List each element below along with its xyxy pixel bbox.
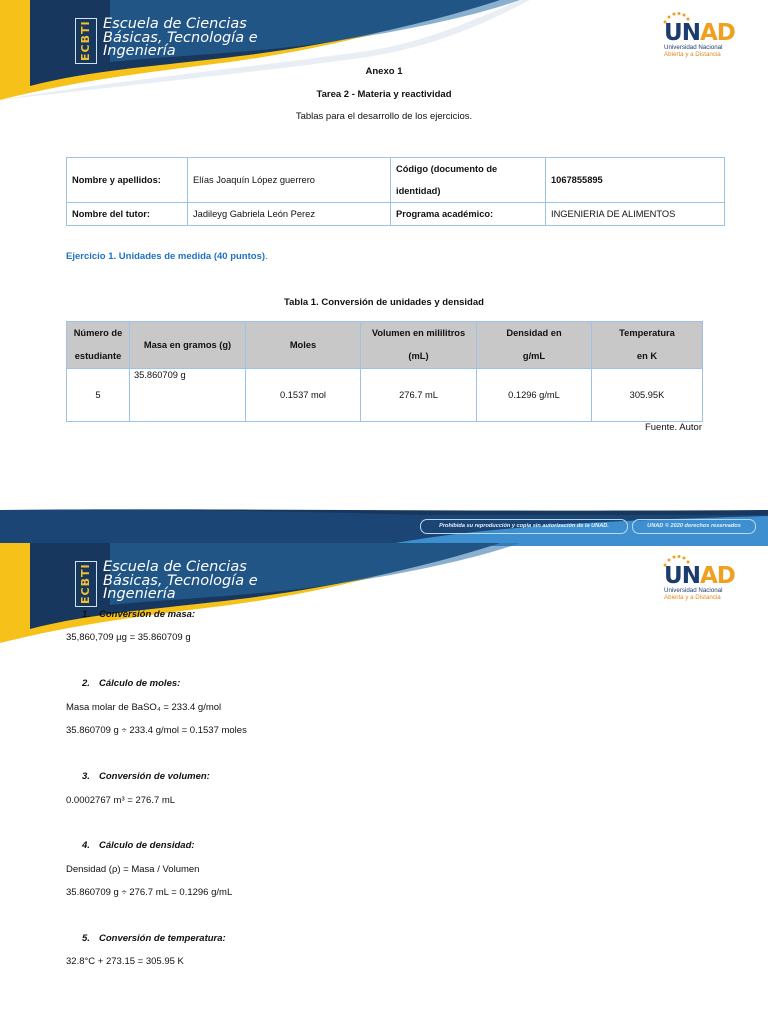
footer-rights: UNAD © 2020 derechos reservados [632,519,756,534]
header-temperature: Temperatura en K [592,322,703,369]
cell-mass: 35.860709 g [130,369,246,422]
name-value: Elías Joaquín López guerrero [188,158,391,203]
code-label-line-2: identidad) [396,186,441,196]
school-logo [75,18,285,64]
step-3-line-1: 0.0002767 m³ = 276.7 mL [66,795,176,806]
table-header-row [67,322,703,369]
school-logo-page-2 [75,561,285,607]
header-density: Densidad en g/mL [477,322,592,369]
unad-logo [664,14,750,60]
school-name-line-3: Ingeniería [103,586,176,602]
table-row [67,158,725,203]
step-1-line-1: 35,860,709 µg = 35.860709 g [66,632,191,643]
header-moles: Moles [246,322,361,369]
table-row [67,203,725,226]
table-source: Fuente. Autor [644,422,702,433]
logo-subtitle-1: Universidad Nacional [664,44,723,51]
step-4-line-1: Densidad (ρ) = Masa / Volumen [66,864,200,875]
step-4-line-2: 35.860709 g ÷ 276.7 mL = 0.1296 g/mL [66,887,233,898]
name-label: Nombre y apellidos: [67,158,188,203]
program-label: Programa académico: [391,203,546,226]
header-volume: Volumen en mililitros (mL) [361,322,477,369]
step-2-line-1: Masa molar de BaSO₄ = 233.4 g/mol [66,702,222,713]
code-value: 1067855895 [546,158,725,203]
school-name-line-2: Básicas, Tecnología e [103,572,258,589]
tutor-value: Jadileyg Gabriela León Perez [188,203,391,226]
school-name-page-2 [103,561,258,602]
ecbti-tag-page-2: ECBTI [75,561,97,607]
code-label [391,158,546,203]
step-2-line-2: 35.860709 g ÷ 233.4 g/mol = 0.1537 moles [66,725,247,736]
code-label-line-1: Código (documento de [396,164,498,174]
step-5-title: 5. Conversión de temperatura: [82,933,226,944]
conversion-table [66,321,703,422]
cell-student: 5 [67,369,130,422]
tutor-label: Nombre del tutor: [67,203,188,226]
task-title: Tarea 2 - Materia y reactividad [316,89,452,100]
school-name-line-1: Escuela de Ciencias [103,559,247,575]
annex-title: Anexo 1 [365,66,403,77]
table-row [67,369,703,422]
step-5-line-1: 32.8°C + 273.15 = 305.95 K [66,956,184,967]
school-name-line-3: Ingeniería [103,43,176,59]
header-mass: Masa en gramos (g) [130,322,246,369]
logo-subtitle-2: Abierta y a Distancia [664,594,721,601]
step-1-title: 1. Conversión de masa: [82,609,196,620]
school-name-line-2: Básicas, Tecnología e [103,29,258,46]
logo-subtitle-1: Universidad Nacional [664,587,723,594]
ecbti-tag: ECBTI [75,18,97,64]
cell-density: 0.1296 g/mL [477,369,592,422]
logo-wordmark: UNAD [664,563,735,589]
school-name [103,18,258,59]
cell-temperature: 305.95K [592,369,703,422]
step-3-title: 3. Conversión de volumen: [82,771,210,782]
page-footer [0,506,768,546]
doc-subtitle: Tablas para el desarrollo de los ejercicios. [295,111,473,122]
logo-subtitle-2: Abierta y a Distancia [664,51,721,58]
step-2-title: 2. Cálculo de moles: [82,678,181,689]
cell-moles: 0.1537 mol [246,369,361,422]
step-4-title: 4. Cálculo de densidad: [82,840,195,851]
table-1-caption: Tabla 1. Conversión de unidades y densidad [284,297,484,308]
exercise-1-title: Ejercicio 1. Unidades de medida (40 puntos). [66,251,268,262]
school-name-line-1: Escuela de Ciencias [103,16,247,32]
cell-volume: 276.7 mL [361,369,477,422]
unad-logo-page-2 [664,557,750,603]
program-value: INGENIERIA DE ALIMENTOS [546,203,725,226]
student-info-table [66,157,725,226]
logo-wordmark: UNAD [664,20,735,46]
footer-notice: Prohibida su reproducción y copia sin autorización de la UNAD. [420,519,628,534]
header-student: Número de estudiante [67,322,130,369]
